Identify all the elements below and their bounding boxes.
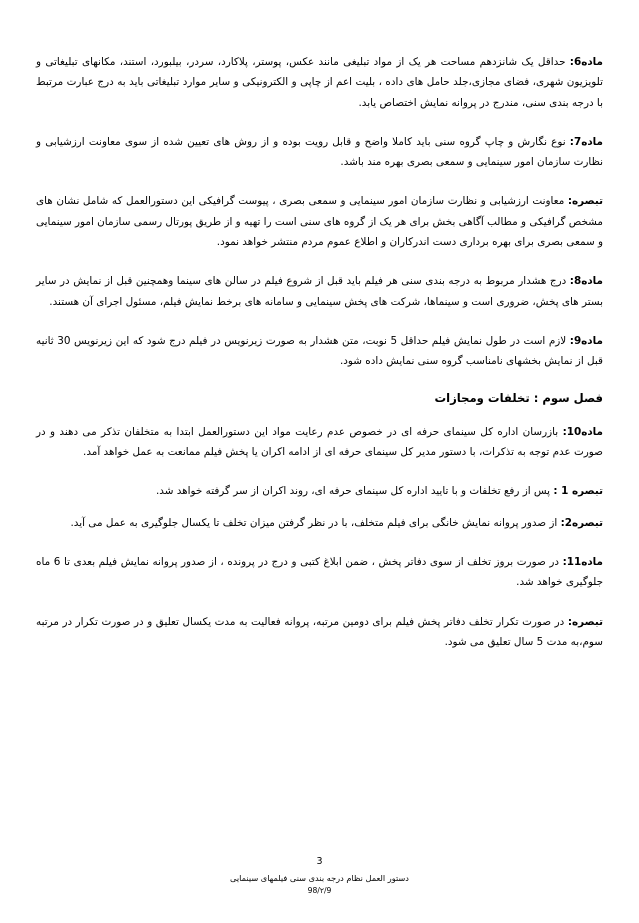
article-7-note (36, 191, 603, 252)
article-11-label: ماده11: (562, 556, 603, 569)
document-body (36, 52, 603, 652)
article-7-text: نوع نگارش و چاپ گروه سنی باید کاملا واضح و قابل رویت بوده و از روش های تعیین شده از سوی معاونت ارزشیابی و نظارت سازمان امور سینمایی و سمعی بصری بهره مند باشد. (36, 135, 603, 169)
article-10-note-1-text: پس از رفع تخلفات و با تایید اداره کل سینمای حرفه ای، روند اکران از سر گرفته خواهد شد. (155, 485, 554, 498)
footer-title: دستور العمل نظام درجه بندی سنی فیلمهای سینمایی (230, 872, 409, 883)
article-7-note-label: تبصره: (567, 195, 603, 208)
article-11-note (36, 612, 603, 653)
footer-code: 98/۲/9 (307, 885, 332, 895)
article-9-text: لازم است در طول نمایش فیلم حداقل 5 نوبت، متن هشدار به صورت زیرنویس در فیلم درج شود که این زیرنویس 30 ثانیه قبل از نمایش بخشهای نامناسب گروه سنی نمایش داده شود. (36, 334, 603, 368)
article-6-text: حداقل یک شانزدهم مساحت هر یک از مواد تبلیغی مانند عکس، پوستر، پلاکارد، سردر، بیلبورد، استند، مکانهای تبلیغاتی و تلویزیون شهری، فضای مجازی،جلد حامل های داده ، بلیت اعم از چاپی و الکترونیکی و سایر موارد تبلیغاتی باید به درج عبارت مرتبط با درجه بندی سنی، مندرج در پروانه نمایش اختصاص یابد. (36, 56, 603, 109)
page-footer (0, 855, 639, 897)
article-11-note-text: در صورت تکرار تخلف دفاتر پخش فیلم برای دومین مرتبه، پروانه فعالیت به مدت یکسال تعلیق و در صورت تکرار در مرتبه سوم،به مدت 5 سال تعلیق می شود. (36, 615, 603, 648)
article-11 (36, 552, 603, 593)
article-10-note-2-label: تبصره2: (560, 516, 603, 529)
article-7-note-text: معاونت ارزشیابی و نظارت سازمان امور سینمایی و سمعی بصری ، پیوست گرافیکی این دستورالعمل که شامل نشان های مشخص گرافیکی و مطالب آگاهی بخش برای هر یک از گروه های سنی است را تهیه و از طریق پورتال رسمی سازمان امور سینمایی و سمعی بصری برای بهره برداری دست اندرکاران و اطلاع عموم مردم منتشر خواهد نمود. (36, 195, 603, 248)
article-10-text: بازرسان اداره کل سینمای حرفه ای در خصوص عدم رعایت مواد این دستورالعمل ابتدا به متخلفان تذکر می دهند و در صورت عدم توجه به تذکرات، با دستور مدیر کل سینمای حرفه ای از ادامه اکران یا پخش فیلم ممانعت به عمل خواهد آمد. (36, 425, 603, 459)
article-8-label: ماده8: (569, 275, 603, 288)
article-9 (36, 331, 603, 372)
article-7-label: ماده7: (569, 135, 603, 148)
article-8-text: درج هشدار مربوط به درجه بندی سنی هر فیلم باید قبل از شروع فیلم در سالن های سینما وهمچنین قبل از نمایش در سایر بستر های پخش، ضروری است و سینماها، شرکت های پخش سینمایی و سامانه های برخط نمایش فیلم، مسئول اجرای آن هستند. (36, 275, 603, 308)
page-number: 3 (316, 856, 323, 868)
article-7 (36, 132, 603, 173)
section-heading-chapter-three: فصل سوم : تخلفات ومجازات (434, 391, 603, 406)
article-10 (36, 422, 603, 463)
article-10-note-2 (36, 513, 603, 533)
article-10-note-2-text: از صدور پروانه نمایش خانگی برای فیلم متخلف، با در نظر گرفتن میزان تخلف تا یکسال جلوگیری به عمل می آید. (70, 516, 561, 529)
article-10-note-1 (36, 481, 603, 501)
article-11-note-label: تبصره: (567, 615, 603, 628)
article-6 (36, 52, 603, 113)
article-9-label: ماده9: (569, 334, 603, 347)
article-6-label: ماده6: (569, 56, 603, 68)
article-11-text: در صورت بروز تخلف از سوی دفاتر پخش ، ضمن ابلاغ کتبی و درج در پرونده ، از صدور پروانه نمایش فیلم بعدی تا 6 ماه جلوگیری خواهد شد. (36, 556, 603, 589)
article-8 (36, 271, 603, 312)
article-10-label: ماده10: (562, 425, 603, 438)
article-10-note-1-label: تبصره 1 : (553, 485, 603, 498)
